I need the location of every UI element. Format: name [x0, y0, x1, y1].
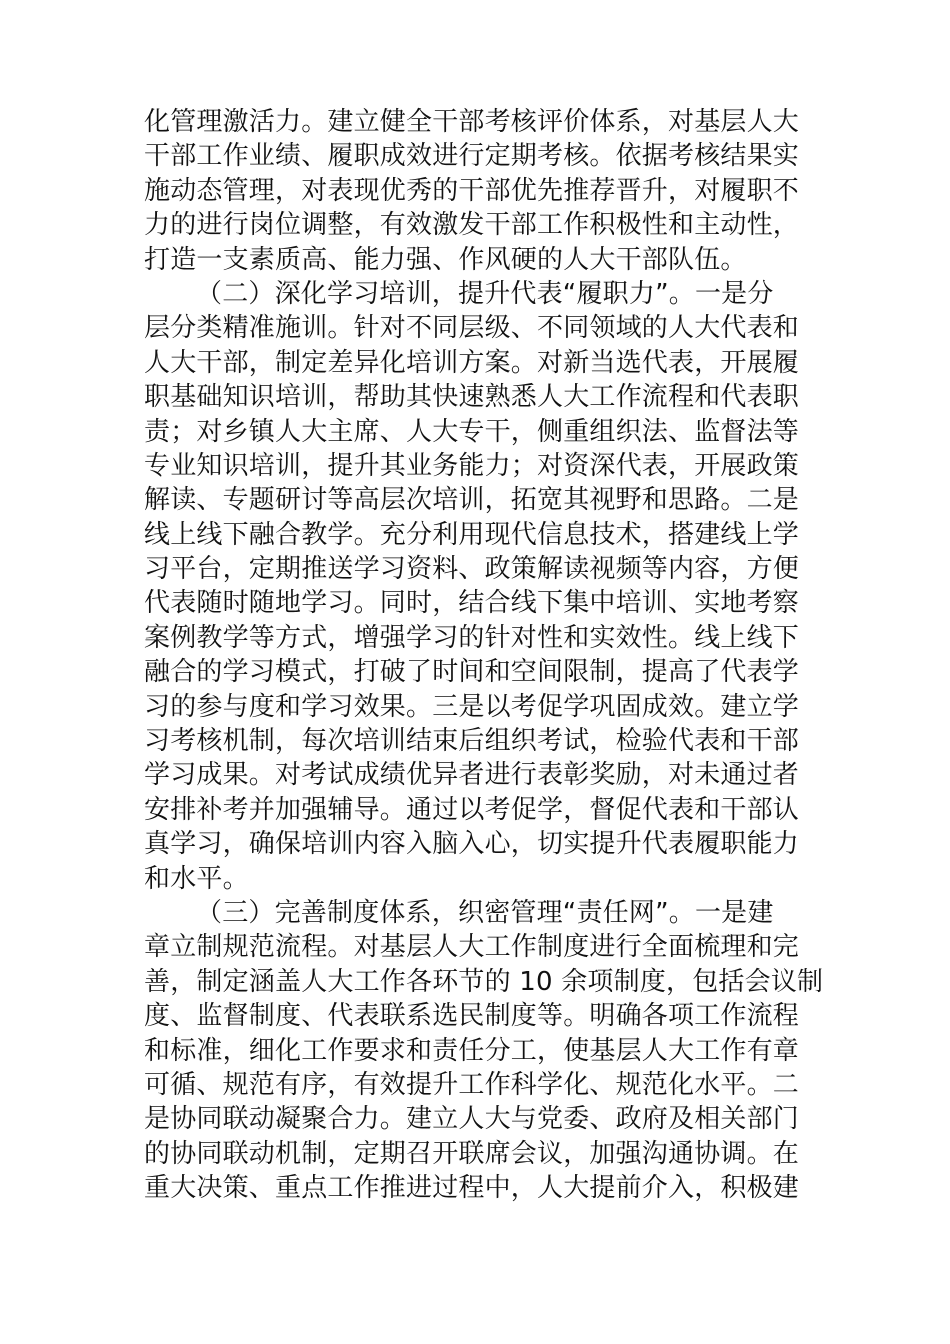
- text-line-32: 重大决策、重点工作推进过程中，人大提前介入，积极建: [144, 1173, 800, 1204]
- text-line-22: 真学习，确保培训内容入脑入心，切实提升代表履职能力: [144, 829, 800, 860]
- text-line-9: 职基础知识培训，帮助其快速熟悉人大工作流程和代表职: [144, 382, 800, 413]
- text-line-28: 和标准，细化工作要求和责任分工，使基层人大工作有章: [144, 1035, 800, 1066]
- text-line-21: 安排补考并加强辅导。通过以考促学，督促代表和干部认: [144, 794, 800, 825]
- text-line-23: 和水平。: [144, 863, 249, 894]
- section-heading-2: （二）深化学习培训，提升代表“履职力”。一是分: [196, 278, 774, 309]
- text-line-31: 的协同联动机制，定期召开联席会议，加强沟通协调。在: [144, 1138, 800, 1169]
- text-line-25: 章立制规范流程。对基层人大工作制度进行全面梳理和完: [144, 932, 800, 963]
- text-line-14: 习平台，定期推送学习资料、政策解读视频等内容，方便: [144, 554, 800, 585]
- section-heading-3: （三）完善制度体系，织密管理“责任网”。一是建: [196, 897, 774, 928]
- text-line-15: 代表随时随地学习。同时，结合线下集中培训、实地考察: [144, 588, 800, 619]
- text-line-20: 学习成果。对考试成绩优异者进行表彰奖励，对未通过者: [144, 760, 800, 791]
- text-line-30: 是协同联动凝聚合力。建立人大与党委、政府及相关部门: [144, 1104, 800, 1135]
- text-line-13: 线上线下融合教学。充分利用现代信息技术，搭建线上学: [144, 519, 800, 550]
- text-line-4: 力的进行岗位调整，有效激发干部工作积极性和主动性，: [144, 210, 800, 241]
- text-line-8: 人大干部，制定差异化培训方案。对新当选代表，开展履: [144, 347, 800, 378]
- text-line-11: 专业知识培训，提升其业务能力；对资深代表，开展政策: [144, 450, 800, 481]
- text-line-3: 施动态管理，对表现优秀的干部优先推荐晋升，对履职不: [144, 175, 800, 206]
- text-line-1: 化管理激活力。建立健全干部考核评价体系，对基层人大: [144, 107, 800, 137]
- text-line-19: 习考核机制，每次培训结束后组织考试，检验代表和干部: [144, 726, 800, 757]
- text-line-2: 干部工作业绩、履职成效进行定期考核。依据考核结果实: [144, 141, 800, 172]
- text-line-27: 度、监督制度、代表联系选民制度等。明确各项工作流程: [144, 1001, 800, 1032]
- text-line-16: 案例教学等方式，增强学习的针对性和实效性。线上线下: [144, 622, 800, 653]
- text-line-10: 责；对乡镇人大主席、人大专干，侧重组织法、监督法等: [144, 416, 800, 447]
- text-line-17: 融合的学习模式，打破了时间和空间限制，提高了代表学: [144, 657, 800, 688]
- text-line-7: 层分类精准施训。针对不同层级、不同领域的人大代表和: [144, 313, 800, 344]
- text-line-29: 可循、规范有序，有效提升工作科学化、规范化水平。二: [144, 1069, 800, 1100]
- text-line-5: 打造一支素质高、能力强、作风硬的人大干部队伍。: [144, 244, 747, 275]
- text-line-18: 习的参与度和学习效果。三是以考促学巩固成效。建立学: [144, 691, 800, 722]
- text-line-26: 善，制定涵盖人大工作各环节的 10 余项制度，包括会议制: [144, 966, 824, 997]
- document-body-text: [144, 105, 824, 1206]
- text-line-12: 解读、专题研讨等高层次培训，拓宽其视野和思路。二是: [144, 485, 800, 516]
